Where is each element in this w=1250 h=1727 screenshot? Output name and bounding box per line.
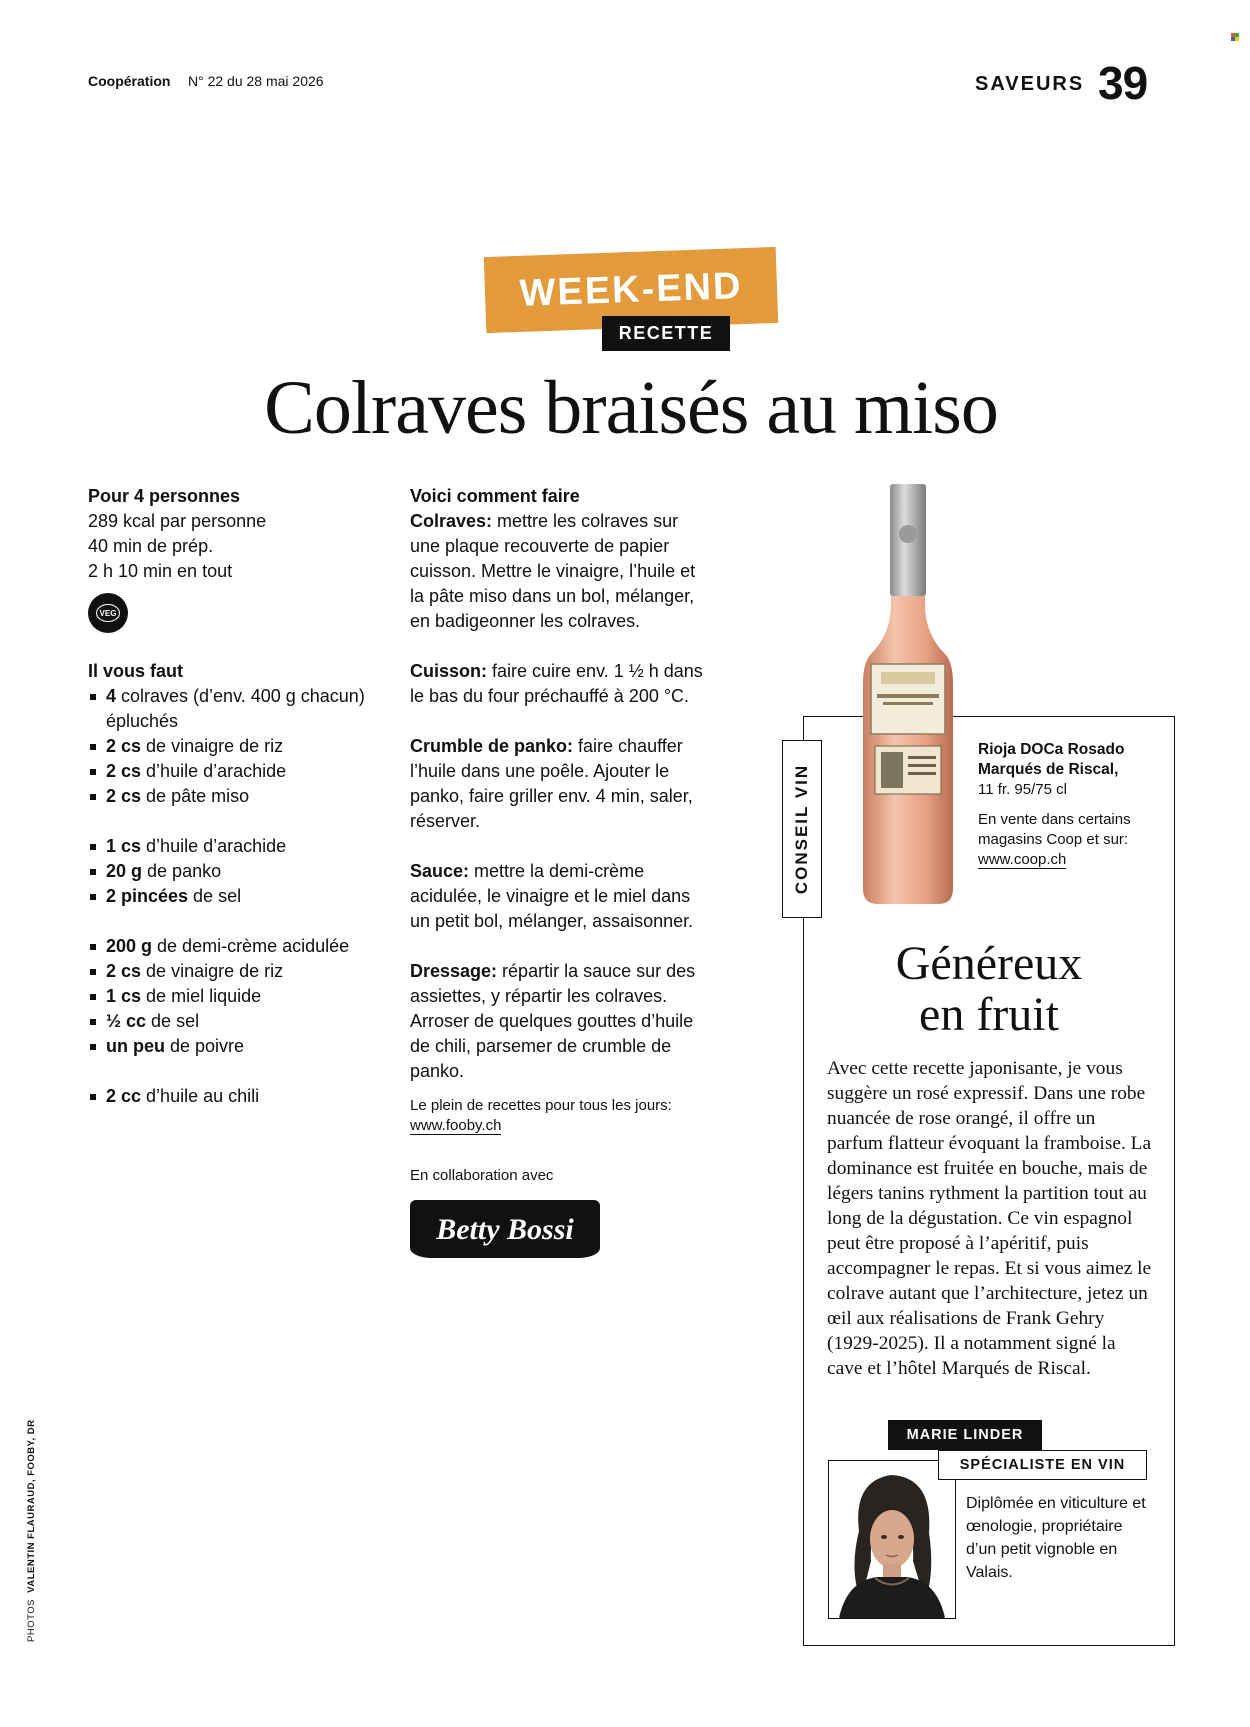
recipe-info-column xyxy=(88,484,388,1109)
ingredients-heading: Il vous faut xyxy=(88,661,184,681)
ingredient-item: 2 cc d’huile au chili xyxy=(88,1084,388,1109)
prep-time: 40 min de prép. xyxy=(88,536,214,556)
photo-credit: PHOTOS VALENTIN FLAURAUD, FOOBY, DR xyxy=(26,1419,37,1642)
step: Cuisson: faire cuire env. 1 ½ h dans le bas du four préchauffé à 200 °C. xyxy=(410,661,703,706)
wine-bottle-image xyxy=(853,484,963,910)
author-portrait-image xyxy=(828,1460,956,1619)
fooby-link[interactable]: www.fooby.ch xyxy=(410,1117,502,1134)
coop-link[interactable]: www.coop.ch xyxy=(978,851,1067,868)
page-title: Colraves braisés au miso xyxy=(264,366,998,450)
ingredient-item: 1 cs d’huile d’arachide xyxy=(88,834,388,859)
wine-producer: Marqués de Riscal, xyxy=(978,761,1119,778)
ingredient-item: 2 cs de vinaigre de riz xyxy=(88,959,388,984)
steps-column xyxy=(410,484,710,1258)
ingredient-item: 200 g de demi-crème acidulée xyxy=(88,934,388,959)
wine-price: 11 fr. 95/75 cl xyxy=(978,781,1067,798)
collab-text: En collaboration avec xyxy=(410,1167,554,1184)
wine-advice-tab: CONSEIL VIN xyxy=(782,740,822,918)
step: Crumble de panko: faire chauffer l’huile dans une poêle. Ajouter le panko, faire griller env. 4 min, saler, réserver. xyxy=(410,736,693,831)
step: Dressage: répartir la sauce sur des assiettes, y répartir les colraves. Arroser de quelques gouttes d’huile de chili, parsemer de crumble de panko. xyxy=(410,961,696,1081)
veg-badge-icon xyxy=(88,593,128,633)
author-role: SPÉCIALISTE EN VIN xyxy=(938,1450,1147,1480)
ingredient-item: 2 cs de pâte miso xyxy=(88,784,388,809)
wine-description: Avec cette recette japonisante, je vous suggère un rosé expressif. Dans une robe nuancée de rose orangé, il offre un parfum flatteur évoquant la framboise. La dominance est fruitée en bouche, mais de légers tanins rythment la partition tout au long de la dégustation. Ce vin espagnol peut être proposé à l’apéritif, puis accompagner le repas. Et si vous aimez le colrave autant que l’architecture, jetez un œil aux réalisations de Frank Gehry (1929-2025). Il a notamment signé la cave et l’hôtel Marqués de Riscal. xyxy=(827,1058,1152,1379)
ingredient-item: 4 colraves (d’env. 400 g chacun) épluchés xyxy=(88,684,388,734)
ingredient-item: un peu de poivre xyxy=(88,1034,388,1059)
issue-date: N° 22 du 28 mai 2026 xyxy=(188,73,324,89)
section-label: SAVEURS xyxy=(975,73,1085,95)
ingredient-item: 2 pincées de sel xyxy=(88,884,388,909)
ingredient-item: 20 g de panko xyxy=(88,859,388,884)
wine-headline: Généreux en fruit xyxy=(895,937,1083,1041)
kicker-weekend: WEEK-END xyxy=(484,247,778,333)
ingredient-item: ½ cc de sel xyxy=(88,1009,388,1034)
calories: 289 kcal par personne xyxy=(88,511,267,531)
page-number: 39 xyxy=(1098,57,1148,109)
ingredient-group xyxy=(88,1084,388,1109)
betty-bossi-logo: Betty Bossi xyxy=(410,1200,600,1258)
wine-name: Rioja DOCa Rosado xyxy=(978,741,1125,758)
servings: Pour 4 personnes xyxy=(88,486,241,506)
ingredient-group xyxy=(88,684,388,809)
color-mark-icon xyxy=(1231,33,1239,41)
total-time: 2 h 10 min en tout xyxy=(88,561,233,581)
author-name: MARIE LINDER xyxy=(888,1420,1042,1450)
wine-availability: En vente dans certains magasins Coop et sur: xyxy=(978,811,1131,848)
kicker-recette: RECETTE xyxy=(602,316,730,351)
more-recipes-text: Le plein de recettes pour tous les jours: xyxy=(410,1097,672,1114)
veg-badge-label: VEG xyxy=(99,608,117,618)
ingredient-item: 2 cs d’huile d’arachide xyxy=(88,759,388,784)
step: Sauce: mettre la demi-crème acidulée, le vinaigre et le miel dans un petit bol, mélanger, assaisonner. xyxy=(410,861,694,931)
ingredient-group xyxy=(88,834,388,909)
ingredient-item: 2 cs de vinaigre de riz xyxy=(88,734,388,759)
wine-info xyxy=(978,740,1158,870)
author-bio: Diplômée en viticulture et œnologie, propriétaire d’un petit vignoble en Valais. xyxy=(966,1495,1146,1581)
publication-name: Coopération xyxy=(88,73,171,89)
ingredient-item: 1 cs de miel liquide xyxy=(88,984,388,1009)
step: Colraves: mettre les colraves sur une plaque recouverte de papier cuisson. Mettre le vinaigre, l’huile et la pâte miso dans un bol, mélanger, en badigeonner les colraves. xyxy=(410,511,696,631)
steps-heading: Voici comment faire xyxy=(410,486,580,506)
ingredient-group xyxy=(88,934,388,1059)
